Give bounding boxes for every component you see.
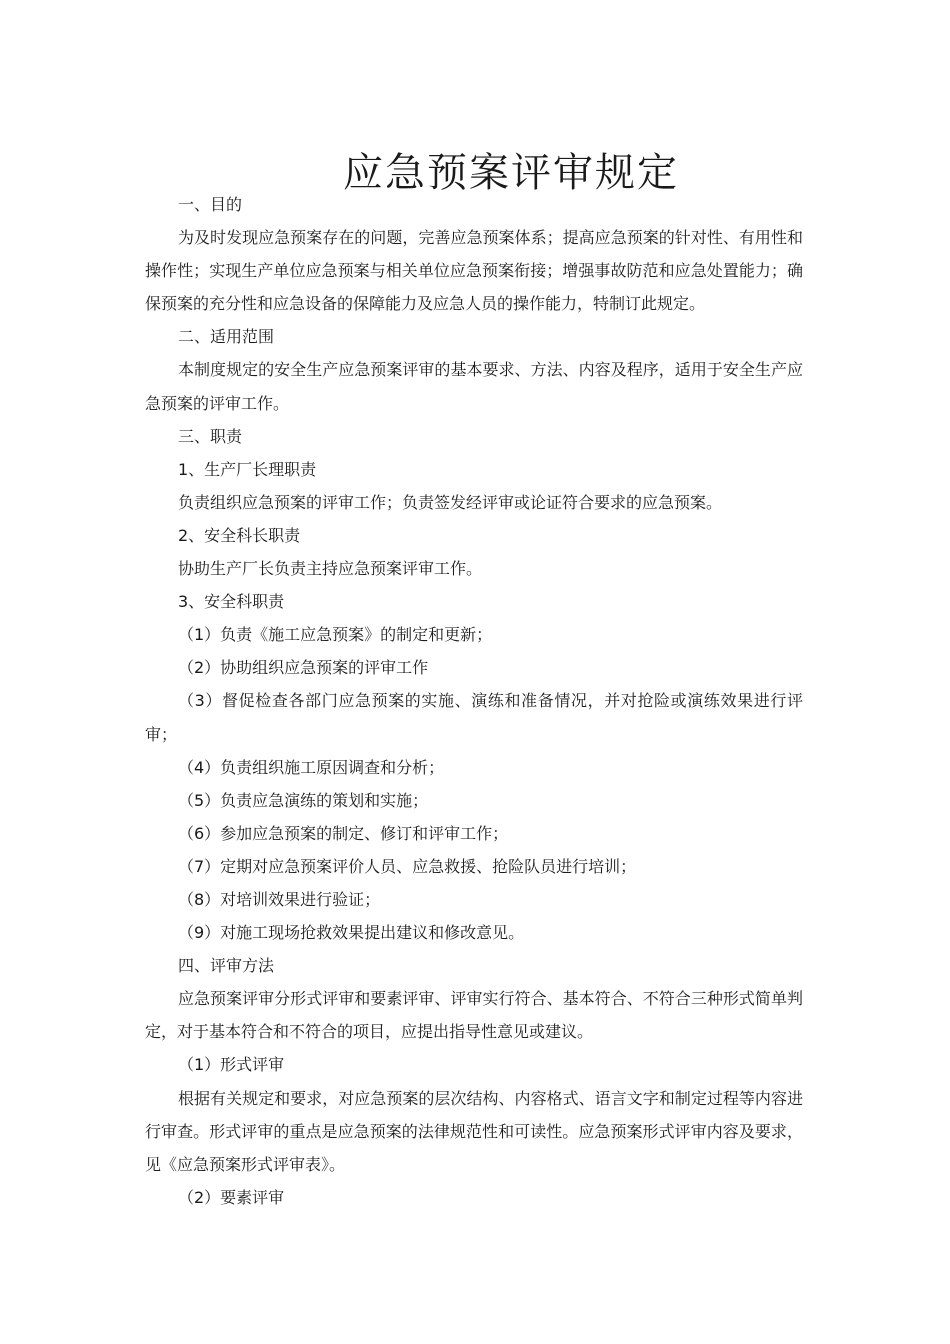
paragraph-review-method: 应急预案评审分形式评审和要素评审、评审实行符合、基本符合、不符合三种形式简单判定，对于基本符合和不符合的项目，应提出指导性意见或建议。 (145, 989, 803, 1042)
list-item: （6）参加应急预案的制定、修订和评审工作； (178, 823, 509, 843)
list-item: （7）定期对应急预案评价人员、应急救援、抢险队员进行培训； (178, 856, 637, 876)
list-item: （5）负责应急演练的策划和实施； (178, 790, 429, 810)
paragraph-safety-chief: 协助生产厂长负责主持应急预案评审工作。 (178, 559, 483, 579)
document-body (145, 188, 803, 1214)
section-heading-scope: 二、适用范围 (178, 327, 275, 347)
subheading-formal-review: （1）形式评审 (178, 1055, 285, 1075)
subheading-safety-chief: 2、安全科长职责 (178, 525, 301, 545)
list-item: （4）负责组织施工原因调查和分析； (178, 757, 445, 777)
document-title: 应急预案评审规定 (343, 149, 679, 196)
section-heading-purpose: 一、目的 (178, 195, 243, 214)
list-item: （9）对施工现场抢救效果提出建议和修改意见。 (178, 923, 525, 943)
section-heading-review-method: 四、评审方法 (178, 956, 275, 976)
paragraph-purpose: 为及时发现应急预案存在的问题，完善应急预案体系；提高应急预案的针对性、有用性和操作性；实现生产单位应急预案与相关单位应急预案衔接；增强事故防范和应急处置能力；确保预案的充分性和应急设备的保障能力及应急人员的操作能力，特制订此规定。 (145, 228, 803, 314)
list-item: （2）协助组织应急预案的评审工作 (178, 658, 429, 678)
paragraph-formal-review: 根据有关规定和要求，对应急预案的层次结构、内容格式、语言文字和制定过程等内容进行审查。形式评审的重点是应急预案的法律规范性和可读性。应急预案形式评审内容及要求，见《应急预案形式评审表》。 (145, 1088, 803, 1174)
list-item: （8）对培训效果进行验证； (178, 889, 381, 909)
list-item: （3）督促检查各部门应急预案的实施、演练和准备情况，并对抢险或演练效果进行评审； (145, 691, 803, 744)
subheading-safety-department: 3、安全科职责 (178, 592, 285, 612)
paragraph-scope: 本制度规定的安全生产应急预案评审的基本要求、方法、内容及程序，适用于安全生产应急预案的评审工作。 (145, 360, 803, 413)
paragraph-production-manager: 负责组织应急预案的评审工作；负责签发经评审或论证符合要求的应急预案。 (178, 492, 723, 512)
subheading-element-review: （2）要素评审 (178, 1187, 285, 1207)
subheading-production-manager: 1、生产厂长理职责 (178, 459, 317, 479)
section-heading-responsibilities: 三、职责 (178, 426, 243, 446)
list-item: （1）负责《施工应急预案》的制定和更新； (178, 625, 493, 645)
